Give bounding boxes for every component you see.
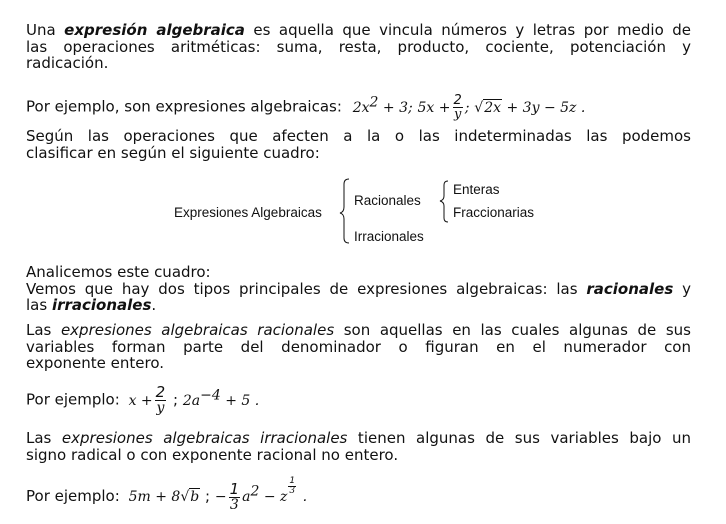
example-3: Por ejemplo: 5m + 8√b ; − $\frac{1}{3}$ $a^2 - z$ $\frac{1}{3}$ . xyxy=(26,476,308,513)
example-2-label: Por ejemplo: xyxy=(26,390,120,409)
sqrt-2x: √2x xyxy=(474,99,502,116)
fraction-1-over-3: $\frac{1}{3}$ xyxy=(229,479,240,513)
term-expresion-algebraica: expresión algebraica xyxy=(64,21,245,39)
intro-paragraph xyxy=(26,22,691,72)
tree-racionales: Racionales xyxy=(354,193,421,208)
formula-5: $2a^{-4} + 5$ . xyxy=(182,387,260,409)
formula-6: 5m + 8√b xyxy=(129,489,201,505)
tree-fraccionarias: Fraccionarias xyxy=(453,205,535,220)
intro-line-3: radicación. xyxy=(26,54,109,72)
exponent-1-over-3: $\frac{1}{3}$ xyxy=(289,476,296,496)
rational-line-1: Las expresiones algebraicas racionales son aquellas en las cuales algunas de sus xyxy=(26,321,691,339)
sqrt-b: √b xyxy=(180,489,200,505)
classify-line-1: Según las operaciones que afecten a la o las indeterminadas las podemos xyxy=(26,127,691,145)
example-2: Por ejemplo: x + $\frac{2}{y}$ ; $2a^{-4} + 5$ . xyxy=(26,383,260,417)
analysis-paragraph xyxy=(26,264,691,314)
example-3-label: Por ejemplo: xyxy=(26,487,120,505)
classify-line-2: clasificar en según el siguiente cuadro: xyxy=(26,143,320,162)
analysis-line-2: Vemos que hay dos tipos principales de expresiones algebraicas: las racionales y xyxy=(26,279,691,298)
formula-2: 5x + $\frac{2}{y}$ ; xyxy=(417,93,470,123)
irrational-paragraph xyxy=(26,430,691,463)
term-irracionales-italic: expresiones algebraicas irracionales xyxy=(61,429,348,447)
tree-enteras: Enteras xyxy=(453,182,500,197)
irrational-line-2: signo radical o con exponente racional no entero. xyxy=(26,445,399,464)
analysis-line-1: Analicemos este cuadro: xyxy=(26,263,211,281)
example-1-label: Por ejemplo, son expresiones algebraicas: xyxy=(26,97,342,116)
tree-root: Expresiones Algebraicas xyxy=(174,205,322,220)
intro-line-2: las operaciones aritméticas: suma, resta, producto, cociente, potenciación y xyxy=(26,37,691,56)
fraction-2-over-y: $\frac{2}{y}$ xyxy=(453,93,462,123)
term-irracionales: irracionales xyxy=(51,296,152,314)
brace-racionales xyxy=(440,181,448,222)
term-racionales: racionales xyxy=(586,279,674,298)
rational-line-3: exponente entero. xyxy=(26,354,165,372)
tree-irracionales: Irracionales xyxy=(354,229,424,244)
rational-paragraph xyxy=(26,322,691,372)
rational-line-2: variables forman parte del denominador o figuran en el numerador con xyxy=(26,337,691,356)
brace-root xyxy=(340,179,349,243)
classify-paragraph xyxy=(26,128,691,161)
irrational-line-1: Las expresiones algebraicas irracionales tienen algunas de sus variables bajo un xyxy=(26,429,691,447)
formula-1: $2x^2 + 3$; xyxy=(352,94,413,116)
analysis-line-3: las irracionales. xyxy=(26,296,157,314)
formula-4: x + $\frac{2}{y}$ xyxy=(128,383,166,417)
term-racionales-italic: expresiones algebraicas racionales xyxy=(60,321,335,339)
fraction-2-over-y-b: $\frac{2}{y}$ xyxy=(155,383,166,417)
formula-3: √2x + 3y − 5z . xyxy=(474,100,585,116)
formula-7: − $\frac{1}{3}$ $a^2 - z$ $\frac{1}{3}$ . xyxy=(214,476,308,513)
example-1 xyxy=(26,91,691,121)
intro-line-1: Una expresión algebraica es aquella que vincula números y letras por medio de xyxy=(26,21,691,39)
